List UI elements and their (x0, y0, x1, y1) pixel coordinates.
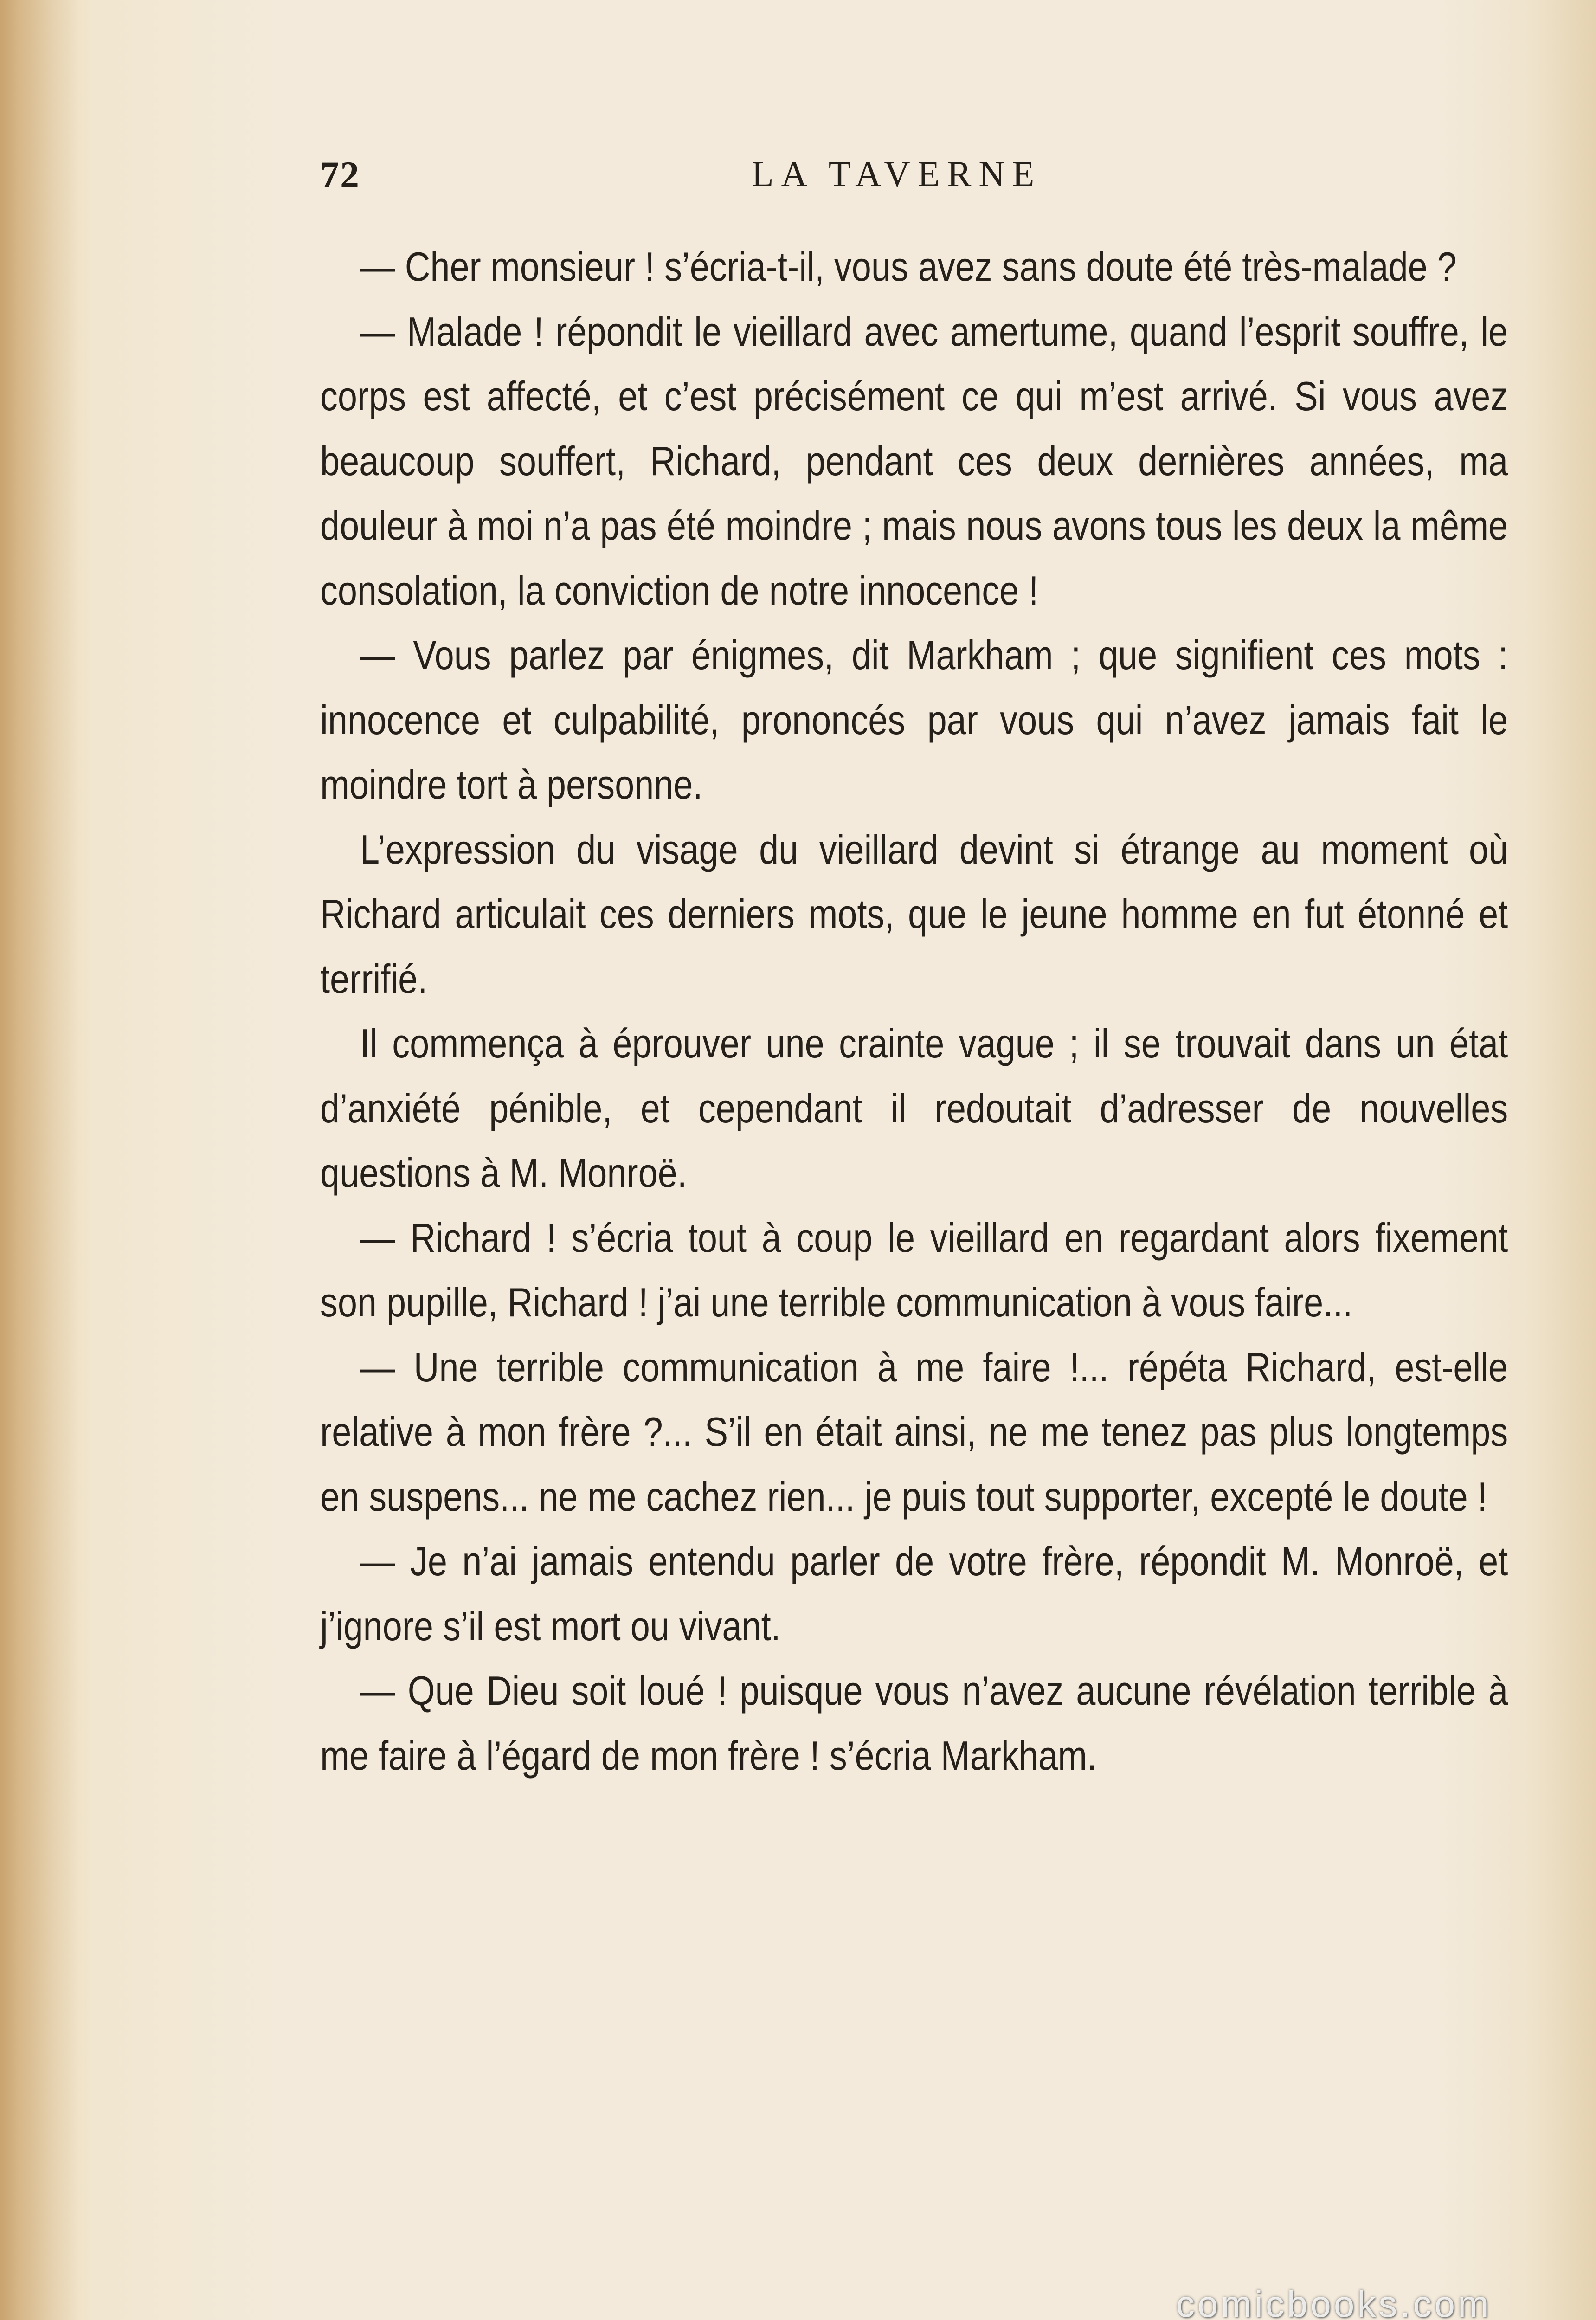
page-gutter-shadow (0, 0, 79, 2320)
body-text (320, 234, 1508, 1788)
paragraph: Il commença à éprouver une crainte vague ; il se trouvait dans un état d’anxiété pénible, et cependant il redoutait d’adresser de nouvelles questions à M. Monroë. (320, 1020, 1508, 1196)
paragraph: — Que Dieu soit loué ! puisque vous n’avez aucune révélation terrible à me faire à l’égard de mon frère ! s’écria Markham. (320, 1668, 1508, 1779)
paragraph: — Malade ! répondit le vieillard avec amertume, quand l’esprit souffre, le corps est affecté, et c’est précisément ce qui m’est arrivé. Si vous avez beaucoup souffert, Richard, pendant ces deux dernières années, ma douleur à moi n’a pas été moindre ; mais nous avons tous les deux la même consolation, la conviction de notre innocence ! (320, 308, 1508, 613)
paragraph: — Cher monsieur ! s’écria-t-il, vous avez sans doute été très-malade ? (360, 244, 1457, 290)
paragraph: — Une terrible communication à me faire !... répéta Richard, est-elle relative à mon frère ?... S’il en était ainsi, ne me tenez pas plus longtemps en suspens... ne me cachez rien... je puis tout supporter, excepté le doute ! (320, 1344, 1508, 1520)
paragraph: L’expression du visage du vieillard devint si étrange au moment où Richard articulait ces derniers mots, que le jeune homme en fut étonné et terrifié. (320, 826, 1508, 1002)
paragraph: — Vous parlez par énigmes, dit Markham ; que signifient ces mots : innocence et culpabilité, prononcés par vous qui n’avez jamais fait le moindre tort à personne. (320, 632, 1508, 807)
running-head (320, 153, 1508, 209)
paragraph: — Je n’ai jamais entendu parler de votre frère, répondit M. Monroë, et j’ignore s’il est mort ou vivant. (320, 1538, 1508, 1649)
paragraph: — Richard ! s’écria tout à coup le vieillard en regardant alors fixement son pupille, Richard ! j’ai une terrible communication à vous faire... (320, 1214, 1508, 1325)
running-title: LA TAVERNE (752, 154, 1042, 194)
watermark: comicbooks.com (1176, 2283, 1492, 2320)
page-number: 72 (320, 154, 360, 196)
